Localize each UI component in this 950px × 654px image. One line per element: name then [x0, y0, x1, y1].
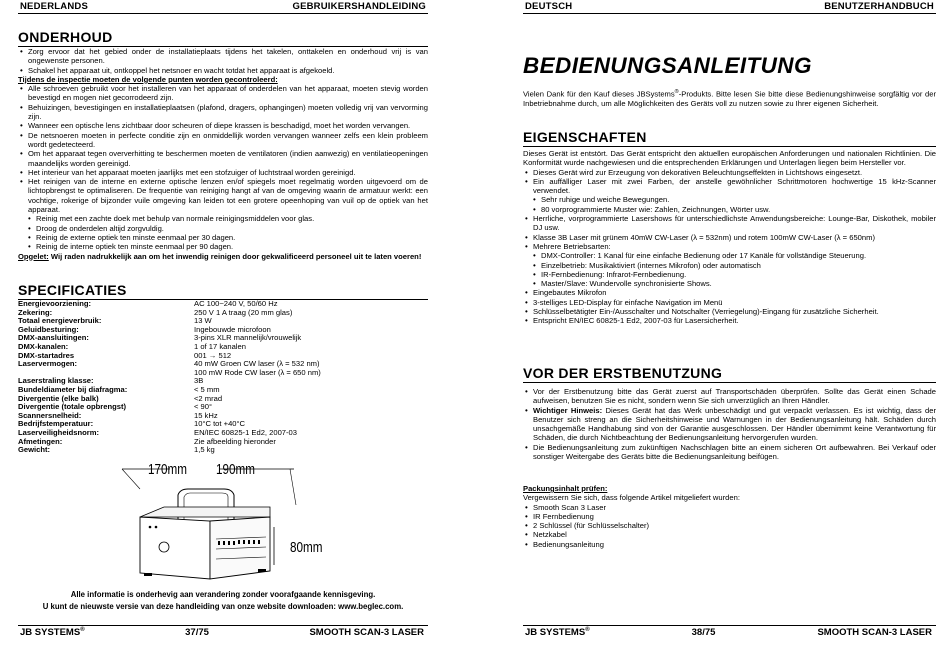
warning-label: Wichtiger Hinweis:	[533, 405, 603, 415]
footer-brand-text: JB SYSTEMS	[525, 627, 586, 638]
intro-reg: ®	[674, 89, 679, 95]
specifications-section	[18, 283, 428, 455]
spec-value: EN/IEC 60825-1 Ed2, 2007-03	[194, 427, 298, 437]
list-item: • 80 vorprogrammierte Muster wie: Zahlen, Zeichnungen, Wörter usw.	[523, 205, 936, 214]
section-title-onderhoud: ONDERHOUD	[18, 30, 428, 47]
spec-label: DMX-aansluitingen:	[18, 333, 89, 343]
list-item: • Eingebautes Mikrofon	[523, 288, 936, 297]
footer-brand-reg: ®	[80, 626, 85, 633]
footer-product: SMOOTH SCAN-3 LASER	[817, 627, 932, 638]
list-item: • 3-stelliges LED-Display für einfache Navigation im Menü	[523, 298, 936, 307]
left-running-header	[18, 0, 428, 14]
document-title: BEDIENUNGSANLEITUNG	[523, 53, 812, 78]
before-first-use-section	[523, 366, 936, 461]
list-item: • Om het apparaat tegen oververhitting te beschermen moeten de ventilatoren (indien aanwezig) en ventilatieopeningen maandelijks worden gereinigd.	[18, 149, 428, 168]
spec-label: Bedrijfstemperatuur:	[18, 419, 94, 429]
list-item: • Entspricht EN/IEC 60825-1 Ed2, 2007-03 für Lasersicherheit.	[523, 316, 936, 325]
list-item: • Reinig met een zachte doek met behulp van normale reinigingsmiddelen voor glas.	[18, 214, 428, 223]
list-item: • Schakel het apparaat uit, ontkoppel het netsnoer en wacht totdat het apparaat is afgekoeld.	[18, 66, 428, 75]
spec-label: Scannersnelheid:	[18, 410, 82, 420]
first-use-check: • Vor der Erstbenutzung bitte das Gerät zuerst auf Transportschäden überprüfen. Sollte das Gerät einen Schade aufweisen, benutzen Sie es nicht, sondern wenn Sie sich unverzüglich an Ihren Händler.	[523, 387, 936, 406]
list-item: • IR Fernbedienung	[523, 512, 936, 521]
footer-product: SMOOTH SCAN-3 LASER	[309, 627, 424, 638]
spec-label: Laserveiligheidsnorm:	[18, 427, 100, 437]
maintenance-section	[18, 30, 428, 261]
list-item: • Smooth Scan 3 Laser	[523, 503, 936, 512]
right-footer	[523, 625, 936, 638]
intro-text-b: -Produkts. Bitte lesen Sie bitte diese Bedienungshinweise sorgfältig vor der Inbetriebnahme durch, um alle Möglichkeiten des Geräts voll zu nutzen sowie zu Ihrer eigenen Sicherheit.	[523, 89, 936, 108]
list-item: • DMX-Controller: 1 Kanal für eine einfache Bedienung oder 17 Kanäle für vollständige Steuerung.	[523, 251, 936, 260]
spec-value: 250 V 1 A traag (20 mm glas)	[194, 307, 293, 317]
left-footer	[18, 625, 428, 638]
list-item: • Schlüsselbetätigter Ein-/Ausschalter und Notschalter (Verriegelung)-Eingang für zusätzliche Sicherheit.	[523, 307, 936, 316]
list-item: • Alle schroeven gebruikt voor het installeren van het apparaat of onderdelen van het apparaat, moeten stevig worden bevestigd en mogen niet gecorrodeerd zijn.	[18, 84, 428, 103]
features-bullets-c	[523, 288, 936, 325]
footer-brand-text: JB SYSTEMS	[20, 627, 81, 638]
spec-value: 1 of 17 kanalen	[194, 341, 246, 351]
spec-label: DMX-startadres	[18, 350, 75, 360]
features-paragraph: Dieses Gerät ist entstört. Das Gerät entspricht den aktuellen europäischen Anforderungen und nationalen Richtlinien. Die Konformität wurde nachgewiesen und die entsprechenden Erklärungen und Unterlagen liegen beim Hersteller vor.	[523, 149, 936, 168]
features-bullets-a	[523, 168, 936, 196]
spec-value: 40 mW Groen CW laser (λ = 532 nm)	[194, 359, 320, 369]
spec-value: Ingebouwde microfoon	[194, 324, 271, 334]
spec-label: Laserstraling klasse:	[18, 376, 94, 386]
list-item: • Behuizingen, bevestigingen en installatieplaatsen (plafond, dragers, ophangingen) moeten volledig vrij van vervorming zijn.	[18, 103, 428, 122]
spec-value: <2 mrad	[194, 393, 223, 403]
packaging-heading: Packungsinhalt prüfen:	[523, 484, 608, 493]
list-item: • Dieses Gerät wird zur Erzeugung von dekorativen Beleuchtungseffekten in Lichtshows eingesetzt.	[523, 168, 936, 177]
maintenance-note	[18, 252, 428, 261]
packaging-section	[523, 484, 936, 549]
spec-value: 100 mW Rode CW laser (λ = 650 nm)	[194, 367, 321, 377]
footer-brand	[525, 627, 590, 638]
first-use-keep-manual: • Die Bedienungsanleitung zum zukünftigen Nachschlagen bitte an einem sicheren Ort aufbewahren. Bei Verkauf oder sonstiger Weitergabe des Geräts bitte die Bedienungsanleitung beifügen.	[523, 443, 936, 462]
right-running-header	[523, 0, 936, 14]
spec-row	[18, 438, 428, 447]
features-section	[523, 130, 936, 326]
list-item: • Netzkabel	[523, 530, 936, 539]
list-item: • Sehr ruhige und weiche Bewegungen.	[523, 195, 936, 204]
list-item: • Wanneer een optische lens zichtbaar door scheuren of diepe krassen is beschadigd, moet het worden vervangen.	[18, 121, 428, 130]
spec-value: 3-pins XLR mannelijk/vrouwelijk	[194, 333, 302, 343]
header-title: BENUTZERHANDBUCH	[824, 1, 934, 12]
list-item: • Master/Slave: Wundervolle synchronisierte Shows.	[523, 279, 936, 288]
footer-brand	[20, 627, 85, 638]
warning-text: Dieses Gerät hat das Werk unbeschädigt und gut verpackt verlassen. Es ist wichtig, dass der Benutzer sich streng an die Sicherheitshinweise und Warnungen in der Bedienungsanleitung hält. Schäden durch unsachgemäße Handhabung sind von der Garantie ausgeschlossen. Der Händler übernimmt keine Verantwortung für Schäden, die durch Nichtbeachtung der Bedienungsanleitung hervorgerufen wurden.	[533, 405, 936, 443]
spec-label: Gewicht:	[18, 445, 51, 455]
packaging-list	[523, 503, 936, 549]
list-item: • 2 Schlüssel (für Schlüsselschalter)	[523, 521, 936, 530]
spec-label: Afmetingen:	[18, 436, 63, 446]
spec-value: 13 W	[194, 316, 212, 326]
spec-label: Laservermogen:	[18, 359, 78, 369]
header-language: DEUTSCH	[525, 1, 573, 12]
right-page	[514, 0, 950, 654]
spec-label: Geluidbesturing:	[18, 324, 79, 334]
disclaimer-line-2: U kunt de nieuwste versie van deze handleiding van onze website downloaden: www.beglec.com.	[42, 601, 404, 611]
maintenance-bullets-a	[18, 47, 428, 75]
list-item: • Droog de onderdelen altijd zorgvuldig.	[18, 224, 428, 233]
section-title-erstbenutzung: VOR DER ERSTBENUTZUNG	[523, 366, 936, 383]
list-item: • IR-Fernbedienung: Infrarot-Fernbedienung.	[523, 270, 936, 279]
list-item: • Het reinigen van de interne en externe optische lenzen en/of spiegels moet regelmatig worden uitgevoerd om de lichtopbrengst te optimaliseren. De frequentie van reiniging hangt af van de omgeving waarin de armatuur werkt: een vochtige, rokerige of bijzonder vuile omgeving kan leiden tot een grotere opeenhoping van vuil op de optiek van het apparaat.	[18, 177, 428, 214]
left-page	[0, 0, 446, 654]
spec-label: Divergentie (elke balk)	[18, 393, 99, 403]
list-item: • Het interieur van het apparaat moeten jaarlijks met een stofzuiger of luchtstraal worden gereinigd.	[18, 168, 428, 177]
note-text: Wij raden nadrukkelijk aan om het inwendig reinigen door gekwalificeerd personeel uit te laten voeren!	[48, 251, 422, 261]
spec-value: Zie afbeelding hieronder	[194, 436, 276, 446]
features-sub-b	[523, 251, 936, 288]
list-item: • Zorg ervoor dat het gebied onder de installatieplaats tijdens het takelen, onttakelen en onderhoud vrij is van ongewenste personen.	[18, 47, 428, 66]
disclaimer	[18, 589, 428, 612]
note-label: Opgelet:	[18, 251, 49, 261]
spec-table	[18, 300, 428, 455]
header-title: GEBRUIKERSHANDLEIDING	[292, 1, 426, 12]
footer-page-number: 37/75	[185, 627, 209, 638]
first-use-bullets	[523, 387, 936, 461]
dimension-width-label: 190mm	[216, 461, 256, 478]
spec-value: < 90°	[194, 402, 213, 412]
spec-label: Zekering:	[18, 307, 53, 317]
spec-value: AC 100~240 V, 50/60 Hz	[194, 299, 278, 308]
list-item: • Klasse 3B Laser mit grünem 40mW CW-Laser (λ = 532nm) und rotem 100mW CW-Laser (λ = 650nm)	[523, 233, 936, 242]
list-item: • Bedienungsanleitung	[523, 540, 936, 549]
header-language: NEDERLANDS	[20, 1, 88, 12]
maintenance-bullets-b	[18, 84, 428, 214]
spec-label: DMX-kanalen:	[18, 341, 69, 351]
list-item: • Ein auffälliger Laser mit zwei Farben, der anstelle gewöhnlicher Schrittmotoren hochwertige 15 kHz-Scanner verwendet.	[523, 177, 936, 196]
footer-page-number: 38/75	[691, 627, 716, 638]
spec-label: Energievoorziening:	[18, 299, 91, 308]
footer-brand-reg: ®	[585, 626, 590, 633]
spec-label: Bundeldiameter bij diafragma:	[18, 384, 128, 394]
features-sub-a	[523, 195, 936, 214]
list-item: • Reinig de interne optiek ten minste eenmaal per 90 dagen.	[18, 242, 428, 251]
spec-value: 3B	[194, 376, 204, 386]
dimension-height-label: 80mm	[290, 539, 323, 556]
intro-text-a: Vielen Dank für den Kauf dieses JBSystems	[523, 89, 675, 99]
list-item: • Mehrere Betriebsarten:	[523, 242, 936, 251]
features-bullets-b	[523, 214, 936, 251]
dimension-depth-label: 170mm	[148, 461, 188, 478]
disclaimer-line-1: Alle informatie is onderhevig aan verandering zonder voorafgaande kennisgeving.	[70, 590, 376, 599]
spec-label: Totaal energieverbruik:	[18, 316, 102, 326]
cleaning-sub-bullets	[18, 214, 428, 251]
spec-row	[18, 446, 428, 455]
section-title-eigenschaften: EIGENSCHAFTEN	[523, 130, 936, 147]
packaging-intro: Vergewissern Sie sich, dass folgende Artikel mitgeliefert wurden:	[523, 493, 740, 503]
list-item: • Reinig de externe optiek ten minste eenmaal per 30 dagen.	[18, 233, 428, 242]
spec-value: 001 → 512	[194, 350, 232, 360]
spec-value: 10°C tot +40°C	[194, 419, 246, 429]
section-title-specificaties: SPECIFICATIES	[18, 283, 428, 300]
list-item: • De netsnoeren moeten in perfecte conditie zijn en onmiddellijk worden vervangen wanneer zelfs een klein probleem wordt gedetecteerd.	[18, 131, 428, 150]
spec-value: < 5 mm	[194, 384, 220, 394]
intro-paragraph	[523, 88, 936, 108]
dimension-figure	[120, 455, 330, 585]
list-item: • Einzelbetrieb: Musikaktiviert (internes Mikrofon) oder automatisch	[523, 261, 936, 270]
inspection-heading: Tijdens de inspectie moeten de volgende punten worden gecontroleerd:	[18, 74, 278, 84]
spec-label: Divergentie (totale opbrengst)	[18, 402, 127, 412]
spec-value: 15 kHz	[194, 410, 218, 420]
list-item: • Herrliche, vorprogrammierte Lasershows für unterschiedlichste Anwendungsbereiche: Lounge-Bar, Diskothek, mobiler DJ usw.	[523, 214, 936, 233]
spec-value: 1,5 kg	[194, 445, 215, 455]
first-use-warning	[523, 406, 936, 443]
